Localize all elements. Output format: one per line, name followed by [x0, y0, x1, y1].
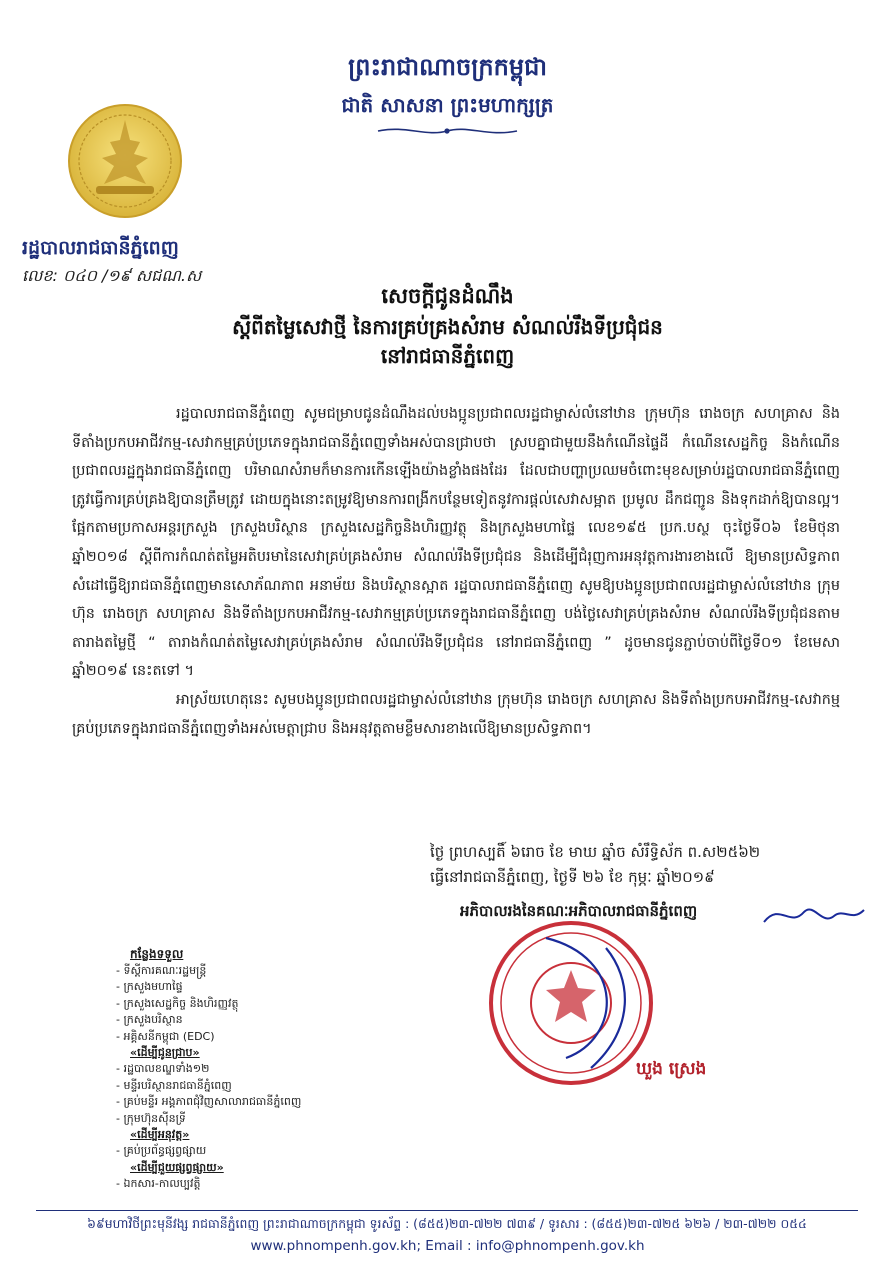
footer-divider [36, 1210, 858, 1211]
body-paragraph-2: អាស្រ័យហេតុនេះ សូមបងប្អូនប្រជាពលរដ្ឋជាម្ចាស់លំនៅឋាន ក្រុមហ៊ុន រោងចក្រ សហគ្រាស និងទីតាំងប្រកបអាជីវកម្ម-សេវាកម្មគ្រប់ប្រភេទក្នុងរាជធានីភ្នំពេញទាំងអស់មេត្តាជ្រាប និងអនុវត្តតាមខ្លឹមសារខាងលើឱ្យមានប្រសិទ្ធភាព។ [72, 691, 840, 737]
recipient-group-label: «ដើម្បីជូនជ្រាប» [130, 1046, 200, 1060]
footer-address: ៦៩មហាវិថីព្រះមុនីវង្ស រាជធានីភ្នំពេញ ព្រះរាជាណាចក្រកម្ពុជា ទូរស័ព្ទ : (៨៥៥)២៣-៧២២ ៧៣៩ / ទូរសារ : (៨៥៥)២៣-៧២៥ ៦២៦ / ២៣-៧២២ ០៥៤ [87, 1216, 807, 1231]
official-seal-icon [486, 918, 656, 1088]
recipient-item: - ឯកសារ-កាលប្បវត្តិ [116, 1177, 201, 1191]
recipient-group-label: «ដើម្បីអនុវត្ត» [130, 1128, 190, 1142]
kingdom-heading: ព្រះរាជាណាចក្រកម្ពុជា [348, 53, 547, 81]
ornament-divider [376, 124, 519, 138]
issuer-name: រដ្ឋបាលរាជធានីភ្នំពេញ [22, 237, 179, 259]
document-title: សេចក្តីជូនដំណឹង [381, 284, 514, 308]
document-subtitle: ស្តីពីតម្លៃសេវាថ្មី នៃការគ្រប់គ្រងសំរាម សំណល់រឹងទីប្រជុំជន [232, 315, 663, 339]
place-date: ធ្វើនៅរាជធានីភ្នំពេញ, ថ្ងៃទី ២៦ ខែ កុម្ភៈ ឆ្នាំ២០១៩ [430, 868, 715, 886]
lunar-date: ថ្ងៃ ព្រហស្បតិ៍ ៦រោច ខែ មាឃ ឆ្នាំច សំរឹទ្ធិស័ក ព.ស២៥៦២ [430, 843, 761, 861]
signatory-name: ឃួង ស្រេង [636, 1059, 707, 1079]
recipient-item: - ទីស្តីការគណៈរដ្ឋមន្ត្រី [116, 964, 207, 977]
recipient-item: - ក្រសួងសេដ្ឋកិច្ច និងហិរញ្ញវត្ថុ [116, 996, 239, 1010]
recipient-item: - រដ្ឋបាលខណ្ឌទាំង១២ [116, 1062, 210, 1076]
recipient-item: - គ្រប់មន្ទីរ អង្គភាពជុំវិញសាលារាជធានីភ្នំពេញ [116, 1095, 302, 1109]
recipients-heading: កន្លែងទទួល [130, 947, 184, 961]
body-paragraph-1: រដ្ឋបាលរាជធានីភ្នំពេញ សូមជម្រាបជូនដំណឹងដល់បងប្អូនប្រជាពលរដ្ឋជាម្ចាស់លំនៅឋាន ក្រុមហ៊ុន រោងចក្រ សហគ្រាស និងទីតាំងប្រកបអាជីវកម្ម-សេវាកម្មគ្រប់ប្រភេទក្នុងរាជធានីភ្នំពេញទាំងអស់បានជ្រាបថា ស្របគ្នាជាមួយនឹងកំណើនផ្ទៃដី កំណើនសេដ្ឋកិច្ច និងកំណើនប្រជាពលរដ្ឋក្នុងរាជធានីភ្នំពេញ បរិមាណសំរាមក៏មានការកើនឡើងយ៉ាងខ្លាំងផងដែរ ដែលជាបញ្ហាប្រឈមចំពោះមុខសម្រាប់រដ្ឋបាលរាជធានីភ្នំពេញត្រូវធ្វើការគ្រប់គ្រងឱ្យបានត្រឹមត្រូវ ដោយក្នុងនោះតម្រូវឱ្យមានការពង្រីកបន្ថែមទៀតនូវការផ្តល់សេវាសម្អាត ប្រមូល ដឹកជញ្ជូន និងទុកដាក់ឱ្យបានល្អ។ ផ្អែកតាមប្រកាសអន្តរក្រសួង ក្រសួងបរិស្ថាន ក្រសួងសេដ្ឋកិច្ចនិងហិរញ្ញវត្ថុ និងក្រសួងមហាផ្ទៃ លេខ១៩៥ ប្រក.បស្ថ ចុះថ្ងៃទី០៦ ខែមិថុនា ឆ្នាំ២០១៨ ស្តីពីការកំណត់តម្លៃអតិបរមានៃសេវាគ្រប់គ្រងសំរាម សំណល់រឹងទីប្រជុំជន និងដើម្បីជំរុញការអនុវត្តការងារខាងលើ ឱ្យមានប្រសិទ្ធភាព សំដៅធ្វើឱ្យរាជធានីភ្នំពេញមានសោភ័ណភាព អនាម័យ និងបរិស្ថានស្អាត រដ្ឋបាលរាជធានីភ្នំពេញ សូមឱ្យបងប្អូនប្រជាពលរដ្ឋជាម្ចាស់លំនៅឋាន ក្រុមហ៊ុន រោងចក្រ សហគ្រាស និងទីតាំងប្រកបអាជីវកម្ម-សេវាកម្មគ្រប់ប្រភេទក្នុងរាជធានីភ្នំពេញ បង់ថ្លៃសេវាគ្រប់គ្រងសំរាម សំណល់រឹងទីប្រជុំជនតាមតារាងតម្លៃថ្មី “ តារាងកំណត់តម្លៃសេវាគ្រប់គ្រងសំរាម សំណល់រឹងទីប្រជុំជន នៅរាជធានីភ្នំពេញ ” ដូចមានជូនភ្ជាប់ចាប់ពីថ្ងៃទី០១ ខែមេសា ឆ្នាំ២០១៩ នេះតទៅ ។ [72, 406, 840, 680]
footer-web-email: www.phnompenh.gov.kh; Email : info@phnompenh.gov.kh [250, 1238, 645, 1254]
recipient-item: - អគ្គិសនីកម្ពុជា (EDC) [116, 1029, 215, 1043]
recipient-item: - ក្រសួងមហាផ្ទៃ [116, 980, 183, 994]
signatory-title: អភិបាលរងនៃគណៈអភិបាលរាជធានីភ្នំពេញ [460, 902, 698, 920]
signature-mark-icon [760, 898, 870, 934]
recipient-item: - ក្រុមហ៊ុនស៊ីនទ្រី [116, 1111, 186, 1125]
recipients-list [116, 963, 301, 1193]
recipient-group-label: «ដើម្បីជួយផ្សព្វផ្សាយ» [130, 1160, 224, 1174]
recipient-item: - ក្រសួងបរិស្ថាន [116, 1013, 183, 1027]
national-motto: ជាតិ សាសនា ព្រះមហាក្សត្រ [341, 93, 554, 117]
reference-number: លេខ: ០៤០ /១៩ សជណ.ស [22, 266, 202, 285]
document-subtitle-location: នៅរាជធានីភ្នំពេញ [380, 344, 515, 368]
phnom-penh-emblem-icon [66, 102, 184, 220]
recipient-item: - គ្រប់ប្រព័ន្ធផ្សព្វផ្សាយ [116, 1144, 207, 1158]
notice-body [72, 400, 840, 743]
recipient-item: - មន្ទីរបរិស្ថានរាជធានីភ្នំពេញ [116, 1078, 232, 1092]
